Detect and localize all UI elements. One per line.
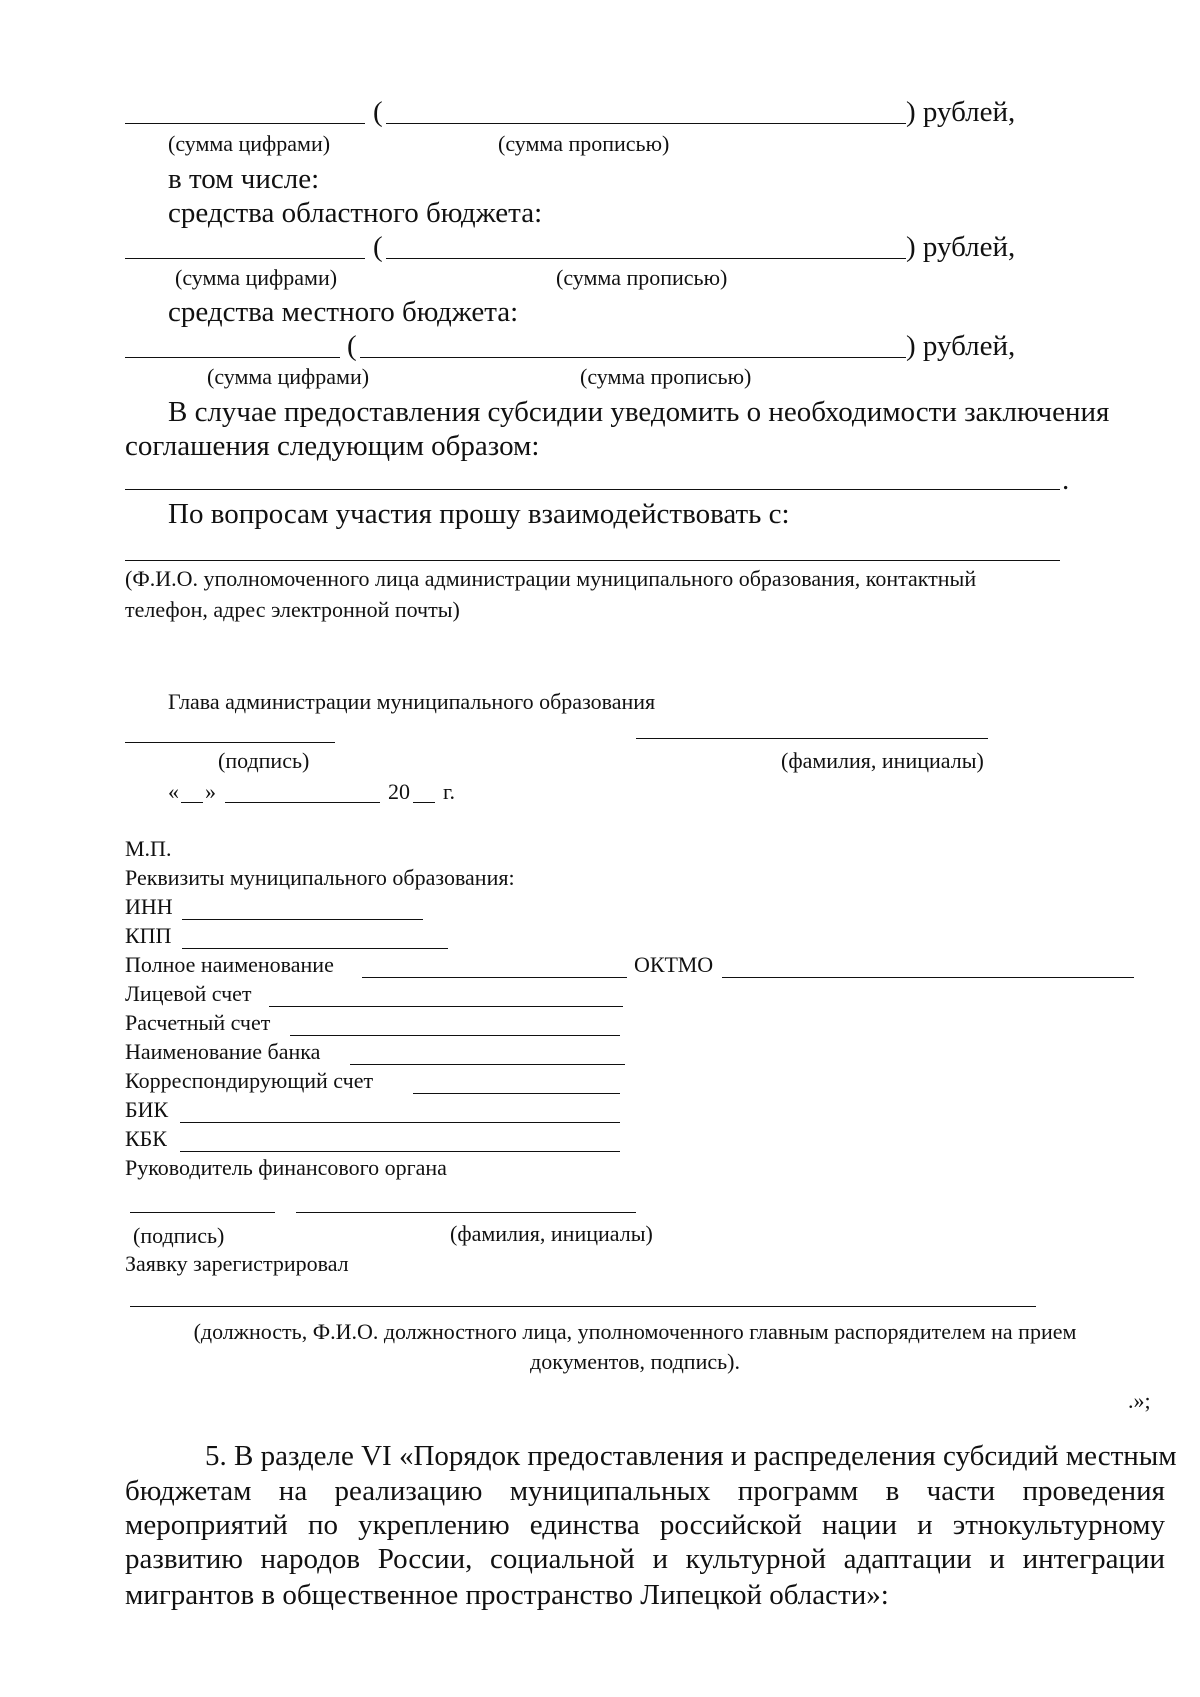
bik-field[interactable] bbox=[180, 1122, 620, 1123]
personal-account-label: Лицевой счет bbox=[125, 981, 252, 1006]
finance-name-label: (фамилия, инициалы) bbox=[450, 1221, 653, 1246]
rubles-suffix: ) рублей, bbox=[906, 96, 1016, 128]
requisites-title: Реквизиты муниципального образования: bbox=[125, 865, 515, 890]
bik-label: БИК bbox=[125, 1097, 169, 1122]
including-label: в том числе: bbox=[168, 163, 320, 195]
label-sum-words: (сумма прописью) bbox=[580, 364, 752, 389]
head-signature-line[interactable] bbox=[125, 742, 335, 743]
section5-line4: развитию народов России, социальной и культурной адаптации и интеграции bbox=[125, 1543, 1165, 1575]
oktmo-field[interactable] bbox=[722, 977, 1134, 978]
inn-field[interactable] bbox=[182, 919, 423, 920]
kbk-label: КБК bbox=[125, 1126, 167, 1151]
date-year-line[interactable] bbox=[413, 802, 435, 803]
seal-label: М.П. bbox=[125, 836, 172, 861]
full-name-field[interactable] bbox=[362, 977, 627, 978]
settlement-account-label: Расчетный счет bbox=[125, 1010, 271, 1035]
notify-text-line1: В случае предоставления субсидии уведомить о необходимости заключения bbox=[168, 396, 1110, 428]
date-day-line[interactable] bbox=[181, 802, 203, 803]
name-label: (фамилия, инициалы) bbox=[781, 748, 984, 773]
section5-line2: бюджетам на реализацию муниципальных программ в части проведения bbox=[125, 1475, 1165, 1507]
amount-local-words-line[interactable] bbox=[360, 357, 906, 358]
amount-local-digits-line[interactable] bbox=[125, 357, 340, 358]
label-sum-digits: (сумма цифрами) bbox=[207, 364, 370, 389]
label-sum-digits: (сумма цифрами) bbox=[175, 265, 338, 290]
amount-regional-digits-line[interactable] bbox=[125, 258, 365, 259]
registered-by-label: Заявку зарегистрировал bbox=[125, 1251, 349, 1276]
full-name-label: Полное наименование bbox=[125, 952, 334, 977]
notify-method-line[interactable] bbox=[125, 489, 1060, 490]
personal-account-field[interactable] bbox=[269, 1006, 623, 1007]
finance-name-line[interactable] bbox=[296, 1212, 636, 1213]
inn-label: ИНН bbox=[125, 894, 173, 919]
kpp-label: КПП bbox=[125, 923, 172, 948]
contact-hint-line1: (Ф.И.О. уполномоченного лица администрации муниципального образования, контактный bbox=[125, 566, 977, 591]
kbk-field[interactable] bbox=[180, 1151, 620, 1152]
contact-hint-line2: телефон, адрес электронной почты) bbox=[125, 597, 460, 622]
date-open-quote: « bbox=[168, 779, 179, 804]
head-title: Глава администрации муниципального образования bbox=[168, 689, 656, 714]
signature-label: (подпись) bbox=[218, 748, 310, 773]
registrar-hint-line2: документов, подпись). bbox=[530, 1349, 740, 1374]
contact-intro: По вопросам участия прошу взаимодействовать с: bbox=[168, 498, 790, 530]
open-paren: ( bbox=[347, 330, 357, 362]
date-year-suffix: г. bbox=[443, 779, 456, 804]
section5-line5: мигрантов в общественное пространство Липецкой области»: bbox=[125, 1579, 889, 1611]
rubles-suffix: ) рублей, bbox=[906, 231, 1016, 263]
registrar-line[interactable] bbox=[130, 1306, 1036, 1307]
label-sum-digits: (сумма цифрами) bbox=[168, 131, 331, 156]
amount-total-words-line[interactable] bbox=[386, 123, 906, 124]
finance-signature-label: (подпись) bbox=[133, 1223, 225, 1248]
open-paren: ( bbox=[373, 96, 383, 128]
corr-account-label: Корреспондирующий счет bbox=[125, 1068, 374, 1093]
date-month-line[interactable] bbox=[225, 802, 380, 803]
regional-budget-label: средства областного бюджета: bbox=[168, 197, 543, 229]
finance-signature-line[interactable] bbox=[130, 1212, 275, 1213]
rubles-suffix: ) рублей, bbox=[906, 330, 1016, 362]
amount-regional-words-line[interactable] bbox=[386, 258, 906, 259]
notify-line-end-period: . bbox=[1062, 464, 1070, 496]
registrar-hint-line1: (должность, Ф.И.О. должностного лица, уполномоченного главным распорядителем на прием bbox=[193, 1319, 1077, 1344]
oktmo-label: ОКТМО bbox=[634, 952, 714, 977]
section5-line3: мероприятий по укреплению единства российской нации и этнокультурному bbox=[125, 1509, 1165, 1541]
date-close-quote: » bbox=[205, 779, 216, 804]
label-sum-words: (сумма прописью) bbox=[498, 131, 670, 156]
label-sum-words: (сумма прописью) bbox=[556, 265, 728, 290]
settlement-account-field[interactable] bbox=[290, 1035, 620, 1036]
amount-total-digits-line[interactable] bbox=[125, 123, 365, 124]
corr-account-field[interactable] bbox=[413, 1093, 620, 1094]
bank-name-field[interactable] bbox=[350, 1064, 625, 1065]
contact-person-line[interactable] bbox=[125, 560, 1060, 561]
local-budget-label: средства местного бюджета: bbox=[168, 296, 519, 328]
finance-head-label: Руководитель финансового органа bbox=[125, 1155, 447, 1180]
kpp-field[interactable] bbox=[182, 948, 448, 949]
date-year-prefix: 20 bbox=[388, 779, 410, 804]
closing-mark: .»; bbox=[1128, 1388, 1151, 1413]
notify-text-line2: соглашения следующим образом: bbox=[125, 430, 540, 462]
bank-name-label: Наименование банка bbox=[125, 1039, 321, 1064]
open-paren: ( bbox=[373, 231, 383, 263]
head-name-line[interactable] bbox=[636, 738, 988, 739]
section5-line1: 5. В разделе VI «Порядок предоставления и распределения субсидий местным bbox=[205, 1440, 1177, 1472]
